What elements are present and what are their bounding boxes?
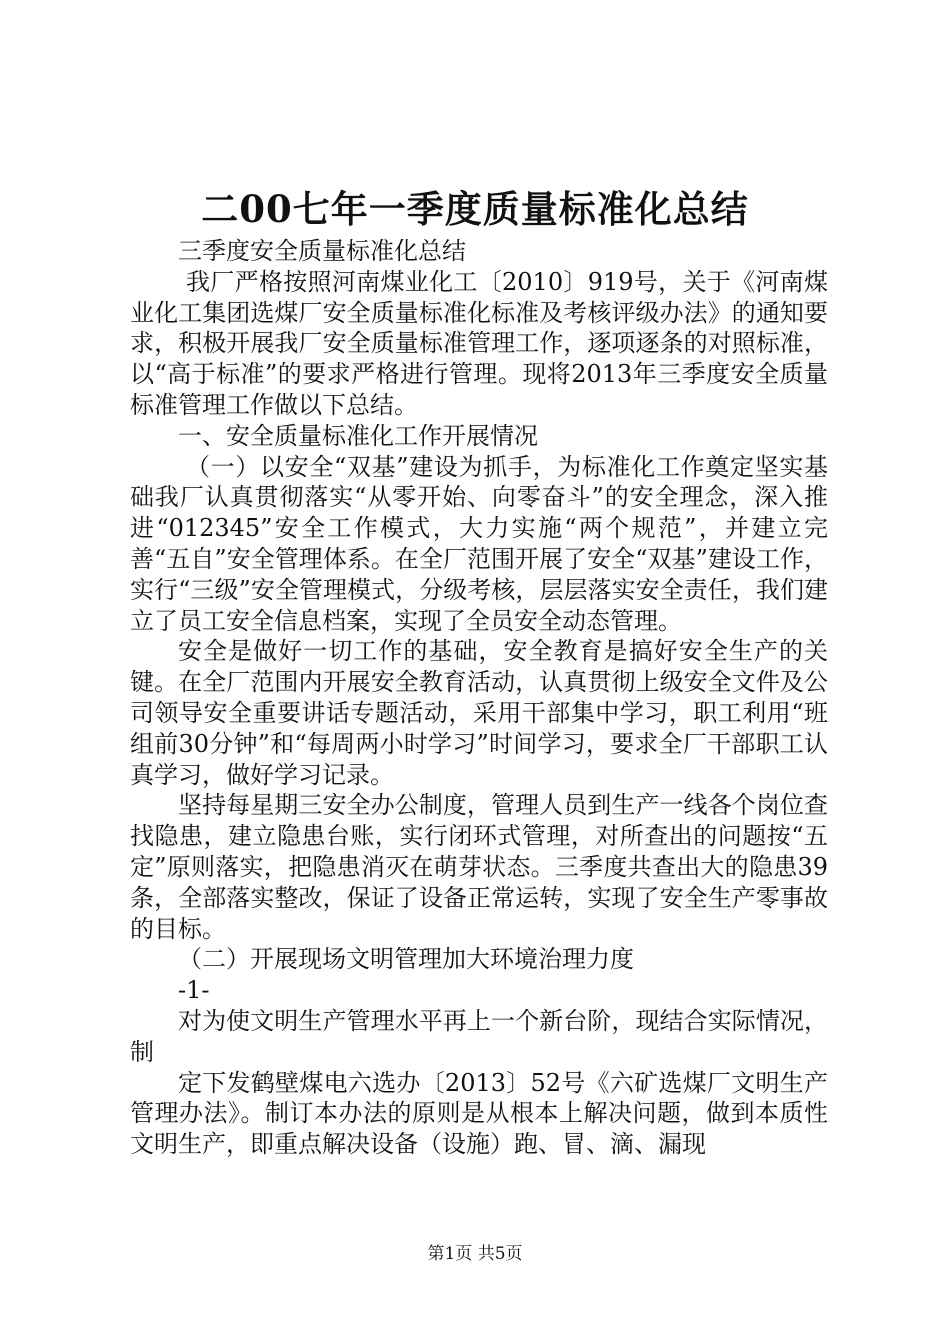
- section-heading-1-2: （二）开展现场文明管理加大环境治理力度: [178, 945, 634, 974]
- paragraph-safety-education: 安全是做好一切工作的基础，安全教育是搞好安全生产的关键。在全厂范围内开展安全教育活动，认真贯彻上级安全文件及公司领导安全重要讲话专题活动，采用干部集中学习，职工利用“班组前30分钟”和“每周两小时学习”时间学习，要求全厂干部职工认真学习，做好学习记录。: [130, 637, 828, 789]
- paragraph-section-1-1: （一）以安全“双基”建设为抓手，为标准化工作奠定坚实基础我厂认真贯彻落实“从零开始、向零奋斗”的安全理念，深入推进“012345”安全工作模式，大力实施“两个规范”，并建立完善“五自”安全管理体系。在全厂范围开展了安全“双基”建设工作，实行“三级”安全管理模式，分级考核，层层落实安全责任，我们建立了员工安全信息档案，实现了全员安全动态管理。: [130, 452, 828, 635]
- document-body: [130, 236, 828, 1160]
- page-footer: 第1页 共5页: [427, 1244, 523, 1264]
- paragraph-subtitle: 三季度安全质量标准化总结: [178, 237, 466, 265]
- paragraph-hazard-check: 坚持每星期三安全办公制度，管理人员到生产一线各个岗位查找隐患，建立隐患台账，实行闭环式管理，对所查出的问题按“五定”原则落实，把隐患消灭在萌芽状态。三季度共查出大的隐患39条，全部落实整改，保证了设备正常运转，实现了安全生产零事故的目标。: [130, 791, 828, 943]
- section-heading-1: 一、安全质量标准化工作开展情况: [178, 421, 538, 450]
- page-marker: -1-: [178, 976, 210, 1005]
- paragraph-civilized-management: 对为使文明生产管理水平再上一个新台阶，现结合实际情况，制: [130, 1006, 828, 1066]
- document-title: 二00七年一季度质量标准化总结: [201, 187, 749, 231]
- paragraph-management-method: 定下发鹤壁煤电六选办〔2013〕52号《六矿选煤厂文明生产管理办法》。制订本办法的原则是从根本上解决问题，做到本质性文明生产，即重点解决设备（设施）跑、冒、滴、漏现: [130, 1068, 828, 1159]
- paragraph-intro: 我厂严格按照河南煤业化工〔2010〕919号，关于《河南煤业化工集团选煤厂安全质量标准化标准及考核评级办法》的通知要求，积极开展我厂安全质量标准管理工作，逐项逐条的对照标准，以“高于标准”的要求严格进行管理。现将2013年三季度安全质量标准管理工作做以下总结。: [130, 267, 828, 419]
